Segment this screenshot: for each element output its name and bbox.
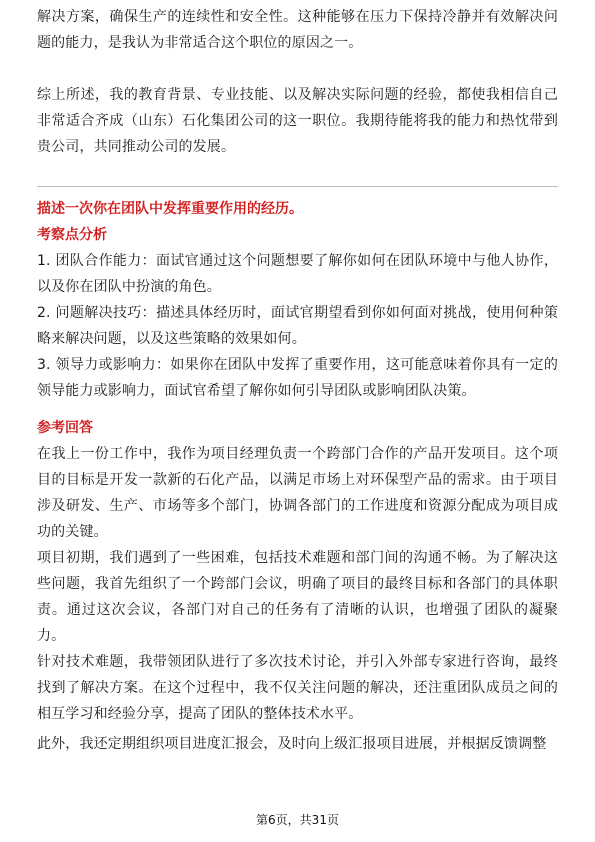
answer-paragraph: 项目初期，我们遇到了一些困难，包括技术难题和部门间的沟通不畅。为了解决这些问题，我首先组织了一个跨部门会议，明确了项目的最终目标和各部门的具体职责。通过这次会议，各部门对自己的任务有了清晰的认识，也增强了团队的凝聚力。 [37,550,558,644]
page-number: 第6页，共31页 [256,813,339,827]
analysis-point: 3. 领导力或影响力：如果你在团队中发挥了重要作用，这可能意味着你具有一定的领导能力或影响力，面试官希望了解你如何引导团队或影响团队决策。 [37,357,558,399]
question-heading: 描述一次你在团队中发挥重要作用的经历。 [37,201,303,217]
answer-paragraph: 此外，我还定期组织项目进度汇报会，及时向上级汇报项目进展，并根据反馈调整 [37,736,547,752]
answer-paragraph: 针对技术难题，我带领团队进行了多次技术讨论，并引入外部专家进行咨询，最终找到了解决方案。在这个过程中，我不仅关注问题的解决，还注重团队成员之间的相互学习和经验分享，提高了团队的整体技术水平。 [37,654,558,722]
intro-paragraph: 解决方案，确保生产的连续性和安全性。这种能够在压力下保持冷静并有效解决问题的能力，是我认为非常适合这个职位的原因之一。 [37,9,558,51]
analysis-heading: 考察点分析 [37,227,107,243]
answer-paragraph: 在我上一份工作中，我作为项目经理负责一个跨部门合作的产品开发项目。这个项目的目标是开发一款新的石化产品，以满足市场上对环保型产品的需求。由于项目涉及研发、生产、市场等多个部门，协调各部门的工作进度和资源分配成为项目成功的关键。 [37,446,558,540]
analysis-point: 1. 团队合作能力：面试官通过这个问题想要了解你如何在团队环境中与他人协作，以及你在团队中扮演的角色。 [37,253,558,295]
intro-paragraph: 综上所述，我的教育背景、专业技能、以及解决实际问题的经验，都使我相信自己非常适合齐成（山东）石化集团公司的这一职位。我期待能将我的能力和热忱带到贵公司，共同推动公司的发展。 [37,87,558,155]
analysis-point: 2. 问题解决技巧：描述具体经历时，面试官期望看到你如何面对挑战，使用何种策略来解决问题，以及这些策略的效果如何。 [37,305,558,347]
section-divider [37,186,558,187]
answer-heading: 参考回答 [37,420,93,436]
